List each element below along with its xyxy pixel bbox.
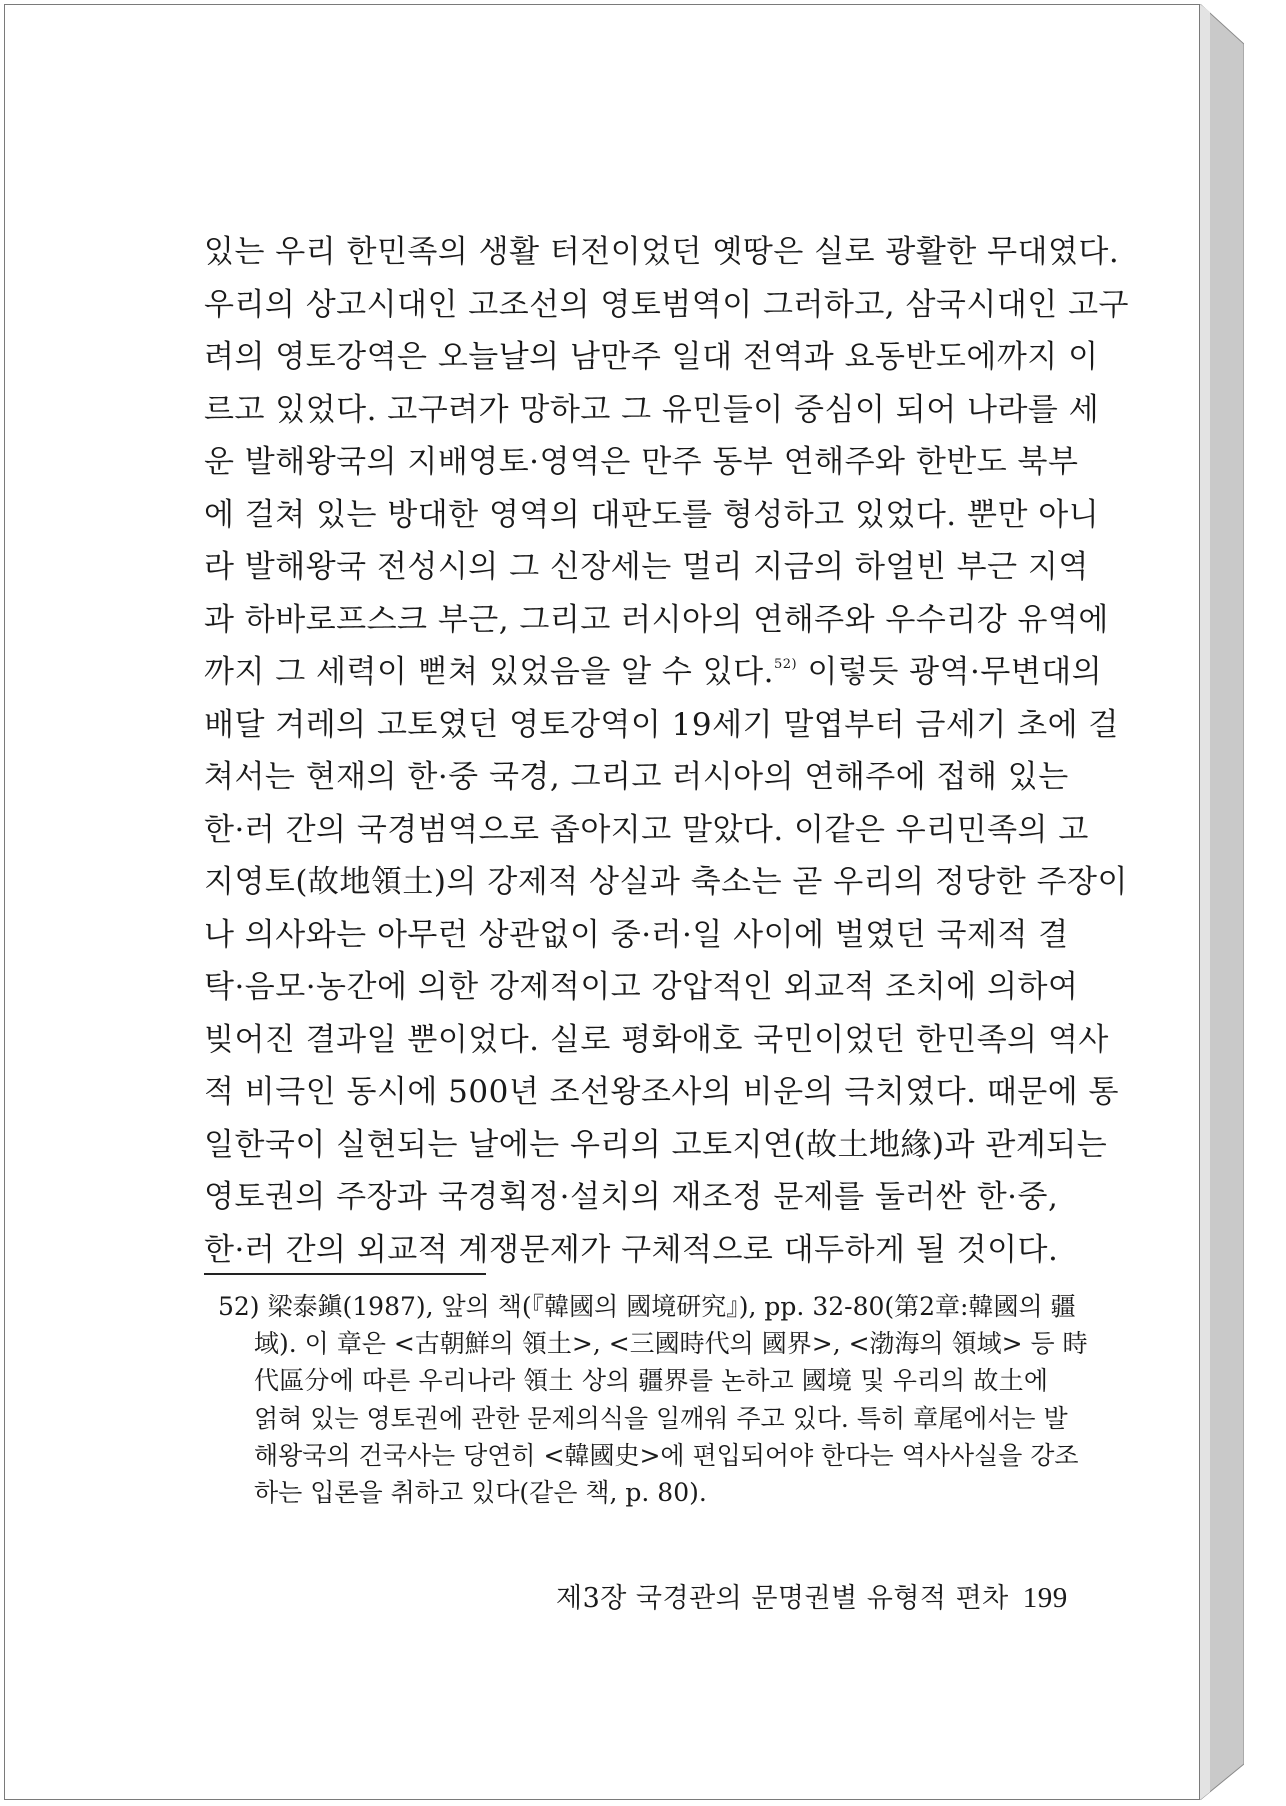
body-line: 한·러 간의 국경범역으로 좁아지고 말았다. 이같은 우리민족의 고: [204, 811, 1089, 848]
footnote-line: 域). 이 章은 <古朝鮮의 領土>, <三國時代의 國界>, <渤海의 領域> 등 時: [254, 1329, 1088, 1359]
body-line: 르고 있었다. 고구려가 망하고 그 유민들이 중심이 되어 나라를 세: [204, 391, 1100, 428]
body-text: [204, 226, 1129, 1276]
footnote-line: 얽혀 있는 영토권에 관한 문제의식을 일깨워 주고 있다. 특히 章尾에서는 발: [254, 1403, 1068, 1433]
footnote-line: 代區分에 따른 우리나라 領土 상의 疆界를 논하고 國境 및 우리의 故土에: [254, 1366, 1048, 1396]
body-line: 한·러 간의 외교적 계쟁문제가 구체적으로 대두하게 될 것이다.: [204, 1231, 1059, 1268]
page-edge-shadow: [1200, 4, 1244, 1800]
body-line: 영토권의 주장과 국경획정·설치의 재조정 문제를 둘러싼 한·중,: [204, 1179, 1059, 1215]
body-line: 적 비극인 동시에 500년 조선왕조사의 비운의 극치였다. 때문에 통: [204, 1074, 1120, 1110]
footnote-52: [218, 1288, 1088, 1511]
footnote-reference-52[interactable]: 52): [773, 657, 798, 672]
body-line: 라 발해왕국 전성시의 그 신장세는 멀리 지금의 하얼빈 부근 지역: [204, 549, 1089, 585]
running-footer: [556, 1576, 1068, 1615]
body-line: 려의 영토강역은 오늘날의 남만주 일대 전역과 요동반도에까지 이: [204, 339, 1099, 375]
body-line: 배달 겨레의 고토였던 영토강역이 19세기 말엽부터 금세기 초에 걸: [204, 706, 1119, 743]
body-line-part: 이렇듯 광역·무변대의: [797, 654, 1103, 690]
body-line: 에 걸쳐 있는 방대한 영역의 대판도를 형성하고 있었다. 뿐만 아니: [204, 496, 1100, 533]
footnote-separator: [204, 1273, 486, 1275]
page-number: 199: [1022, 1582, 1068, 1614]
body-line: 나 의사와는 아무런 상관없이 중·러·일 사이에 벌였던 국제적 결: [204, 916, 1069, 953]
body-line: 우리의 상고시대인 고조선의 영토범역이 그러하고, 삼국시대인 고구: [204, 286, 1129, 323]
footnote-line: 52) 梁泰鎭(1987), 앞의 책(『韓國의 國境研究』), pp. 32-80(第2章:韓國의 疆: [218, 1292, 1076, 1321]
body-line: 빚어진 결과일 뿐이었다. 실로 평화애호 국민이었던 한민족의 역사: [204, 1021, 1109, 1058]
body-line-part: 까지 그 세력이 뻗쳐 있었음을 알 수 있다.: [204, 654, 774, 690]
body-line: 탁·음모·농간에 의한 강제적이고 강압적인 외교적 조치에 의하여: [204, 969, 1079, 1005]
body-line: 과 하바로프스크 부근, 그리고 러시아의 연해주와 우수리강 유역에: [204, 601, 1109, 638]
body-line-with-reference: [204, 646, 1103, 699]
body-line: 일한국이 실현되는 날에는 우리의 고토지연(故土地緣)과 관계되는: [204, 1126, 1108, 1163]
body-line: 있는 우리 한민족의 생활 터전이었던 옛땅은 실로 광활한 무대였다.: [204, 234, 1120, 270]
footnote-line: 하는 입론을 취하고 있다(같은 책, p. 80).: [254, 1477, 707, 1507]
body-line: 운 발해왕국의 지배영토·영역은 만주 동부 연해주와 한반도 북부: [204, 444, 1079, 480]
footnote-line: 해왕국의 건국사는 당연히 <韓國史>에 편입되어야 한다는 역사사실을 강조: [254, 1440, 1079, 1470]
chapter-title: 제3장 국경관의 문명권별 유형적 편차: [556, 1583, 1009, 1614]
body-line: 쳐서는 현재의 한·중 국경, 그리고 러시아의 연해주에 접해 있는: [204, 759, 1069, 795]
body-line: 지영토(故地領土)의 강제적 상실과 축소는 곧 우리의 정당한 주장이: [204, 864, 1128, 900]
